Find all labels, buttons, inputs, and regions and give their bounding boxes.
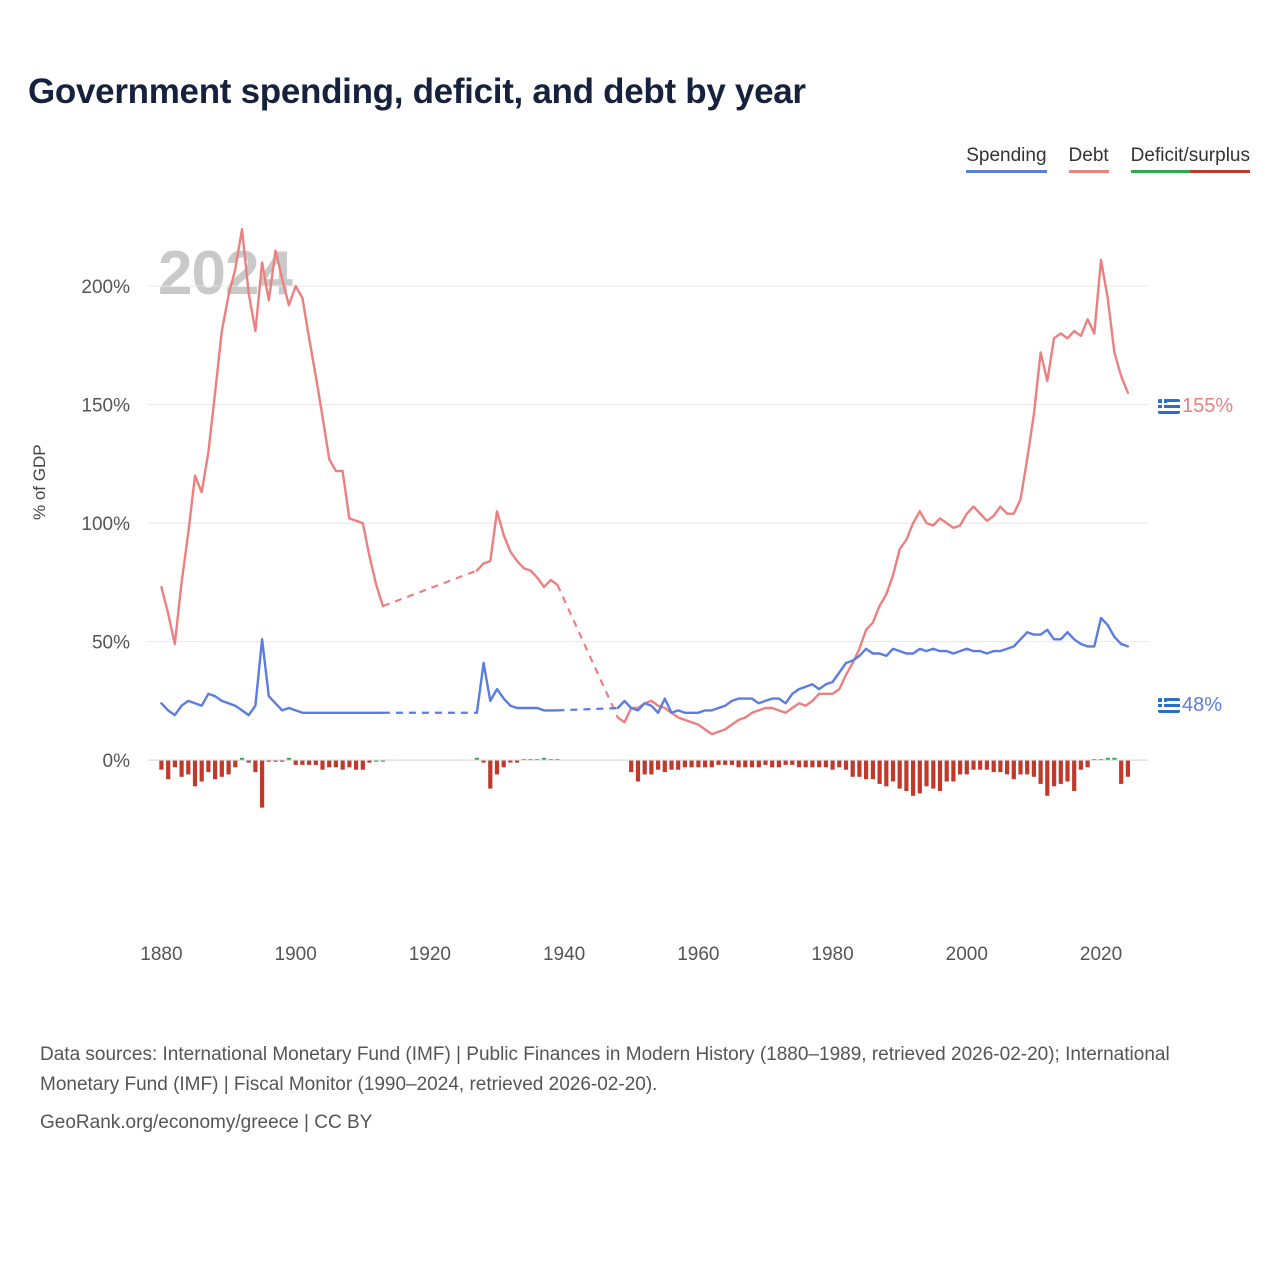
deficit-bar <box>777 760 781 767</box>
deficit-bar <box>643 760 647 774</box>
deficit-bar <box>341 760 345 770</box>
deficit-bar <box>320 760 324 770</box>
legend-swatch-spending <box>966 170 1046 173</box>
deficit-bar <box>227 760 231 774</box>
deficit-bar <box>656 760 660 770</box>
deficit-bar <box>1025 760 1029 774</box>
deficit-bar <box>495 760 499 774</box>
deficit-bar <box>931 760 935 788</box>
deficit-bar <box>884 760 888 786</box>
deficit-bar <box>998 760 1002 772</box>
deficit-bar <box>938 760 942 791</box>
deficit-bar <box>817 760 821 767</box>
deficit-bar <box>857 760 861 777</box>
deficit-bar <box>810 760 814 767</box>
debt-end-label <box>1158 395 1233 418</box>
deficit-bar <box>193 760 197 786</box>
y-tick-label: 100% <box>81 514 130 536</box>
legend-label-spending: Spending <box>966 145 1047 166</box>
spending-line-gap <box>557 708 617 710</box>
deficit-bar <box>757 760 761 767</box>
deficit-bar <box>898 760 902 788</box>
x-tick-label: 2020 <box>1079 944 1123 965</box>
deficit-bar <box>327 760 331 767</box>
deficit-bar <box>260 760 264 807</box>
legend-item-deficit-surplus[interactable] <box>1131 145 1250 173</box>
deficit-bar <box>649 760 653 774</box>
deficit-bar <box>347 760 351 767</box>
data-sources-text: Data sources: International Monetary Fund (IMF) | Public Finances in Modern History (1880–1989, retrieved 2026-02-20); International Monetary Fund (IMF) | Fiscal Monitor (1990–2024, retrieved 2026-02-20). <box>40 1044 1170 1095</box>
x-tick-label: 1900 <box>274 944 317 965</box>
deficit-bar <box>824 760 828 767</box>
deficit-bar <box>488 760 492 788</box>
debt-end-value: 155% <box>1182 395 1234 417</box>
footer <box>40 1040 1250 1138</box>
deficit-bar <box>233 760 237 767</box>
deficit-bar <box>629 760 633 772</box>
deficit-bar <box>985 760 989 770</box>
deficit-bar <box>636 760 640 781</box>
deficit-bar <box>1065 760 1069 781</box>
y-tick-label: 150% <box>81 395 130 417</box>
spending-end-label <box>1158 694 1222 717</box>
deficit-bar <box>716 760 720 765</box>
deficit-bar <box>891 760 895 781</box>
deficit-bar <box>1059 760 1063 784</box>
debt-line <box>161 229 383 644</box>
deficit-bar <box>354 760 358 770</box>
deficit-bar <box>1052 760 1056 786</box>
deficit-bar <box>186 760 190 774</box>
deficit-bar <box>1012 760 1016 779</box>
deficit-bar <box>911 760 915 796</box>
x-tick-label: 1920 <box>408 944 452 965</box>
deficit-bar <box>797 760 801 767</box>
deficit-bar <box>1018 760 1022 774</box>
deficit-bar <box>1126 760 1130 777</box>
deficit-bar <box>971 760 975 770</box>
deficit-bar <box>750 760 754 767</box>
deficit-bar <box>844 760 848 770</box>
deficit-bar <box>730 760 734 765</box>
deficit-bar <box>294 760 298 765</box>
deficit-bar <box>1072 760 1076 791</box>
y-tick-label: 200% <box>81 277 130 299</box>
deficit-bar <box>924 760 928 786</box>
deficit-bar <box>307 760 311 765</box>
chart-legend <box>966 145 1250 173</box>
chart-svg <box>0 195 1280 965</box>
spending-line <box>477 663 558 713</box>
legend-item-spending[interactable] <box>966 145 1046 173</box>
deficit-bar <box>710 760 714 767</box>
y-axis-label: % of GDP <box>30 444 49 520</box>
deficit-bar <box>992 760 996 772</box>
deficit-bar <box>166 760 170 779</box>
deficit-bar <box>784 760 788 765</box>
deficit-bar <box>951 760 955 781</box>
deficit-bar <box>663 760 667 772</box>
deficit-bar <box>743 760 747 767</box>
debt-line-gap <box>383 571 477 607</box>
deficit-bar <box>737 760 741 767</box>
debt-line-gap <box>557 585 617 718</box>
deficit-bar <box>502 760 506 767</box>
legend-swatch-deficit-surplus <box>1131 170 1250 173</box>
spending-line <box>618 618 1128 713</box>
deficit-bar <box>770 760 774 767</box>
legend-label-deficit-surplus: Deficit/surplus <box>1130 145 1250 166</box>
deficit-bar <box>1039 760 1043 784</box>
deficit-bar <box>1086 760 1090 767</box>
deficit-bar <box>864 760 868 779</box>
greece-flag-icon <box>1158 399 1180 414</box>
x-tick-label: 1940 <box>542 944 586 965</box>
chart-plot-area <box>0 195 1280 965</box>
deficit-bar <box>159 760 163 770</box>
deficit-bar <box>173 760 177 767</box>
deficit-bar <box>723 760 727 765</box>
deficit-bar <box>683 760 687 767</box>
x-tick-label: 1980 <box>811 944 854 965</box>
deficit-bar <box>871 760 875 779</box>
deficit-bar <box>213 760 217 779</box>
deficit-bar <box>253 760 257 772</box>
deficit-bar <box>1079 760 1083 770</box>
legend-label-debt: Debt <box>1068 145 1109 166</box>
deficit-bar <box>918 760 922 793</box>
deficit-bar <box>690 760 694 767</box>
y-tick-label: 0% <box>102 751 130 773</box>
debt-line <box>618 260 1128 734</box>
deficit-bar <box>180 760 184 777</box>
page-title: Government spending, deficit, and debt by year <box>28 72 806 111</box>
spending-line <box>161 639 383 715</box>
legend-swatch-debt <box>1069 170 1109 173</box>
deficit-bar <box>206 760 210 772</box>
deficit-bar <box>958 760 962 774</box>
deficit-bar <box>1005 760 1009 774</box>
deficit-bar <box>300 760 304 765</box>
greece-flag-icon <box>1158 698 1180 713</box>
deficit-bar <box>361 760 365 770</box>
deficit-bar <box>1045 760 1049 796</box>
deficit-bar <box>837 760 841 767</box>
deficit-bar <box>1032 760 1036 777</box>
deficit-bar <box>669 760 673 770</box>
x-tick-label: 1960 <box>677 944 720 965</box>
year-watermark: 2024 <box>158 239 292 308</box>
citation-text: GeoRank.org/economy/greece | CC BY <box>40 1112 373 1133</box>
deficit-bar <box>220 760 224 777</box>
x-tick-label: 2000 <box>945 944 988 965</box>
deficit-bar <box>696 760 700 767</box>
deficit-bar <box>804 760 808 767</box>
deficit-bar <box>334 760 338 767</box>
deficit-bar <box>831 760 835 770</box>
y-tick-label: 50% <box>91 632 130 654</box>
deficit-bar <box>904 760 908 791</box>
deficit-bar <box>978 760 982 770</box>
deficit-bar <box>703 760 707 767</box>
deficit-bar <box>1119 760 1123 784</box>
deficit-bar <box>763 760 767 765</box>
x-tick-label: 1880 <box>140 944 183 965</box>
deficit-bar <box>314 760 318 765</box>
deficit-bar <box>790 760 794 765</box>
deficit-bar <box>676 760 680 770</box>
legend-item-debt[interactable] <box>1069 145 1109 173</box>
deficit-bar <box>878 760 882 784</box>
spending-end-value: 48% <box>1182 694 1223 716</box>
deficit-bar <box>851 760 855 777</box>
deficit-bar <box>200 760 204 781</box>
deficit-bar <box>965 760 969 774</box>
deficit-bar <box>945 760 949 781</box>
